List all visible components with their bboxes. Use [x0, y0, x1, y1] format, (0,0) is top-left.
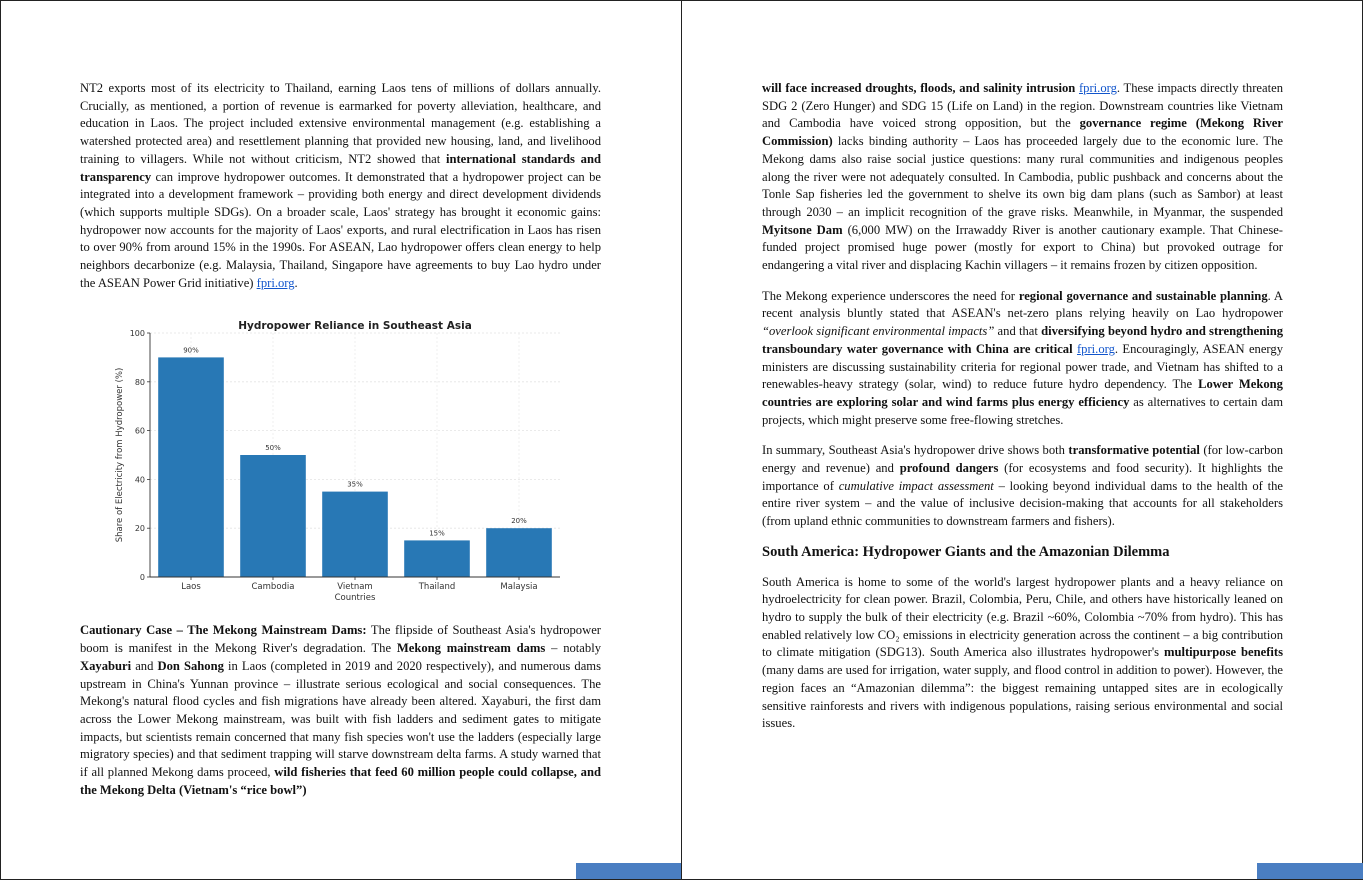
text-run: can improve hydropower outcomes. It demonstrated that a hydropower project can be integrated into a development framework – providing both energy and direct development dividends (which supports multiple SDGs). On a broader scale, Laos' strategy has brought it economic gains: hydropower now accounts for the majority of Laos' exports, and rural electrification in Laos has risen to over 90% from around 15% in the 1990s. For ASEAN, Lao hydropower offers clean energy to help neighbors decarbonize (e.g. Malaysia, Thailand, Singapore have agreements to buy Lao hydro under the ASEAN Power Grid initiative) [80, 169, 601, 290]
x-tick-label-line: Countries [334, 593, 376, 604]
bar-data-label: 15% [429, 529, 445, 538]
footer-bar [1257, 863, 1363, 879]
x-tick-label [181, 582, 201, 592]
bar-laos [158, 358, 224, 578]
text-run: South America is home to some of the world's largest hydropower plants and a heavy reliance on hydroelectricity for clean power. Brazil, Colombia, Peru, Chile, and others have historically leaned on hydro to supply the bulk of their electricity (e.g. Brazil ~60%, Colombia ~70% from hydro). This has enabled relatively low CO₂ emissions in electricity generation across the continent – a big contribution to climate mitigation (SDG13). South America also illustrates hydropower's [762, 574, 1283, 660]
text-run: (6,000 MW) on the Irrawaddy River is another cautionary example. That Chinese-funded project promised huge power (mostly for export to China) but provoked outrage for endangering a vital river and displacing Kachin villagers – it remains frozen by citizen opposition. [762, 222, 1284, 273]
x-tick-label-line: Cambodia [251, 582, 295, 593]
y-tick-label: 100 [129, 329, 145, 339]
x-tick-label-line: Malaysia [500, 582, 538, 593]
paragraph-south-america [762, 574, 1283, 733]
bar-malaysia [486, 529, 552, 578]
x-tick-label-line: Laos [181, 582, 201, 593]
bar-vietnam [322, 492, 388, 577]
text-run: and that [994, 324, 1042, 339]
bold-text: will face increased droughts, floods, and salinity intrusion [762, 81, 1076, 95]
text-run: as alternatives to certain dam projects, which might preserve some free-flowing stretches. [762, 394, 1283, 427]
bar-data-label: 90% [183, 346, 199, 355]
left-column [80, 80, 601, 812]
paragraph-summary [762, 442, 1283, 531]
x-tick-label-line: Vietnam [337, 582, 373, 593]
bold-text: Mekong mainstream dams [396, 641, 546, 656]
y-axis-label: Share of Electricity from Hydropower (%) [115, 368, 125, 543]
bar-data-label: 50% [265, 444, 281, 453]
paragraph-mekong-impacts [762, 80, 1283, 275]
text-run: – notably [545, 641, 601, 656]
text-run: (many dams are used for irrigation, water supply, and flood control in addition to power). However, the region faces an “Amazonian dilemma”: the biggest remaining untapped sites are in ecologically sensitive rainforests and rivers with indigenous populations, raising serious environmental and social issues. [762, 663, 1283, 731]
bold-text: profound dangers [899, 461, 999, 476]
paragraph-mekong-caution [80, 622, 601, 799]
text-run: . Encouragingly, ASEAN energy ministers are discussing sustainability criteria for regional power trade, and Vietnam has shifted to a renewables-heavy strategy (solar, wind) to reduce future hydro dependency. The [762, 341, 1283, 392]
text-run: in Laos (completed in 2019 and 2020 respectively), and numerous dams upstream in China's Yunnan province – illustrate serious ecological and social consequences. The Mekong's natural flood cycles and fish migrations have already been altered. Xayaburi, the first dam across the Lower Mekong mainstream, was built with fish ladders and sediment gates to mitigate impacts, but scientists remain concerned that many fish species won't use the ladders (especially large migratory species) and that sediment trapping will starve downstream delta farms. A study warned that if all planned Mekong dams proceed, [80, 658, 602, 780]
text-run: and [131, 658, 158, 673]
bar-cambodia [240, 455, 306, 577]
hydropower-chart [80, 305, 601, 610]
y-tick-label: 80 [134, 378, 145, 388]
bold-text: wild fisheries that feed 60 million people could collapse, and the Mekong Delta (Vietnam's “rice bowl”) [80, 765, 601, 797]
source-link[interactable]: fpri.org [256, 275, 295, 290]
text-run: In summary, Southeast Asia's hydropower drive shows both [762, 443, 1069, 458]
footer-bar [576, 863, 682, 879]
bold-text: regional governance and sustainable planning [1018, 288, 1268, 303]
chart-title: Hydropower Reliance in Southeast Asia [238, 320, 472, 333]
bold-text: Myitsone Dam [762, 222, 843, 237]
paragraph-nt2 [80, 80, 601, 292]
paragraph-regional-governance [762, 288, 1283, 430]
x-tick-label [418, 582, 456, 592]
x-tick-label-line: Thailand [418, 582, 456, 593]
text-run: lacks binding authority – Laos has proceeded largely due to the economic lure. The Mekong dams also raise social justice questions: many rural communities and indigenous peoples along the river were not adequately consulted. In Cambodia, public pushback and concerns about the Tonle Sap fisheries led the government to shelve its own big dam plans (such as Sambor) at least through 2030 – an implicit recognition of the grave risks. Meanwhile, in Myanmar, the suspended [762, 134, 1283, 219]
x-tick-label [500, 582, 537, 592]
bar-chart-svg [110, 305, 570, 610]
text-run: (for low-carbon energy and revenue) and [762, 443, 1283, 476]
source-link[interactable]: fpri.org [1076, 341, 1115, 356]
section-heading-south-america: South America: Hydropower Giants and the Amazonian Dilemma [762, 543, 1170, 560]
text-run: (for ecosystems and food security). It highlights the importance of [762, 461, 1284, 493]
bold-text: Xayaburi [80, 658, 132, 673]
italic-text: “overlook significant environmental impacts” [762, 324, 995, 339]
text-run: NT2 exports most of its electricity to Thailand, earning Laos tens of millions of dollars annually. Crucially, as mentioned, a portion of revenue is earmarked for poverty alleviation, healthcare, and education in Laos. The project included extensive environmental management (e.g. establishing a watershed protected area) and resettlement planning that provided new housing, land, and livelihood training to villagers. While not without criticism, NT2 showed that [80, 81, 601, 166]
text-run: . These impacts directly threaten SDG 2 (Zero Hunger) and SDG 15 (Life on Land) in the region. Downstream countries like Vietnam and Cambodia have voiced strong opposition, but the [762, 81, 1283, 131]
bold-text: Lower Mekong countries are exploring solar and wind farms plus energy efficiency [762, 377, 1283, 409]
bar-data-label: 35% [347, 481, 363, 490]
bold-text: transformative potential [1068, 443, 1200, 458]
text-run: . A recent analysis bluntly stated that ASEAN's net-zero plans relying heavily on Lao hydropower [762, 288, 1283, 321]
text-run: The flipside of Southeast Asia's hydropower boom is manifest in the Mekong River's degradation. The [80, 623, 601, 656]
italic-text: cumulative impact assessment [838, 478, 994, 493]
source-link[interactable]: fpri.org [1078, 81, 1117, 95]
y-tick-label: 40 [134, 475, 145, 485]
x-tick-label [252, 582, 295, 592]
bold-text: governance regime (Mekong River Commission) [762, 116, 1283, 149]
y-tick-label: 0 [139, 573, 145, 583]
bold-text: multipurpose benefits [1163, 645, 1284, 660]
text-run: . [294, 275, 298, 290]
bold-text: diversifying beyond hydro and strengthening transboundary water governance with China are critical [762, 324, 1283, 356]
text-run: The Mekong experience underscores the need for [762, 288, 1019, 303]
text-run: – looking beyond individual dams to the health of the entire river system – and the value of inclusive decision-making that accounts for all stakeholders (from upland ethnic communities to downstream farmers and fishers). [762, 478, 1284, 529]
y-tick-label: 60 [134, 427, 145, 437]
bold-text: Cautionary Case – The Mekong Mainstream Dams: [80, 623, 367, 638]
y-tick-label: 20 [134, 524, 145, 534]
bar-data-label: 20% [511, 517, 527, 526]
right-column [762, 80, 1283, 746]
bold-text: international standards and transparency [80, 151, 601, 184]
bar-thailand [404, 541, 470, 578]
x-tick-label [335, 582, 376, 603]
bold-text: Don Sahong [157, 658, 224, 673]
